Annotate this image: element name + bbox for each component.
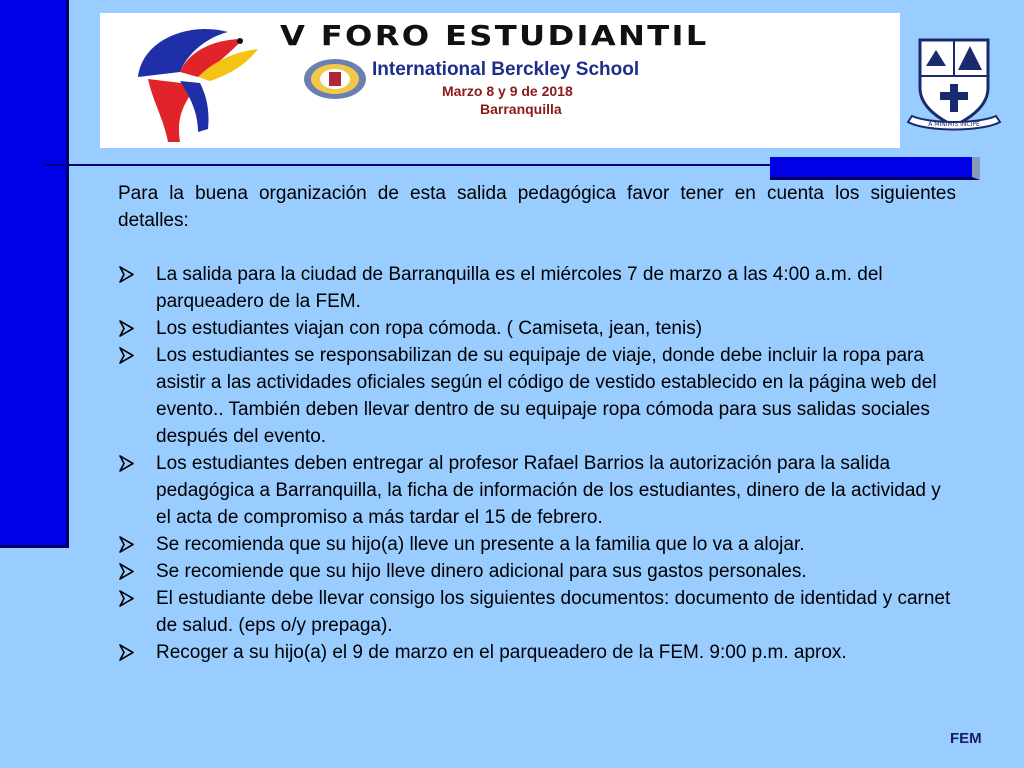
banner-school-name: International Berckley School bbox=[372, 59, 640, 80]
list-item bbox=[118, 342, 956, 450]
school-crest-icon bbox=[906, 36, 1002, 136]
arrow-bullet-icon bbox=[118, 644, 135, 661]
intro-paragraph: Para la buena organización de esta salida pedagógica favor tener en cuenta los siguientes detalles: bbox=[118, 183, 956, 231]
list-item-text: Se recomienda que su hijo(a) lleve un presente a la familia que lo va a alojar. bbox=[156, 534, 805, 555]
list-item bbox=[118, 450, 956, 531]
arrow-bullet-icon bbox=[118, 536, 135, 553]
list-item bbox=[118, 585, 956, 639]
arrow-bullet-icon bbox=[118, 590, 135, 607]
list-item bbox=[118, 531, 956, 558]
divider-accent-box bbox=[770, 157, 980, 180]
list-item-text: Recoger a su hijo(a) el 9 de marzo en el parqueadero de la FEM. 9:00 p.m. aprox. bbox=[156, 642, 847, 663]
list-item bbox=[118, 261, 956, 315]
left-accent-bar bbox=[0, 0, 69, 548]
divider-line bbox=[44, 164, 774, 166]
arrow-bullet-icon bbox=[118, 347, 135, 364]
arrow-bullet-icon bbox=[118, 320, 135, 337]
list-item-text: Los estudiantes deben entregar al profesor Rafael Barrios la autorización para la salida pedagógica a Barranquilla, la ficha de información de los estudiantes, dinero de la actividad y el acta de compromiso a más tardar el 15 de febrero. bbox=[156, 453, 941, 528]
arrow-bullet-icon bbox=[118, 266, 135, 283]
list-item-text: Se recomiende que su hijo lleve dinero adicional para sus gastos personales. bbox=[156, 561, 807, 582]
arrow-bullet-icon bbox=[118, 563, 135, 580]
list-item-text: Los estudiantes se responsabilizan de su equipaje de viaje, donde debe incluir la ropa para asistir a las actividades oficiales según el código de vestido establecido en la página web del evento.. También deben llevar dentro de su equipaje ropa cómoda para sus salidas sociales después del evento. bbox=[156, 345, 937, 447]
list-item-text: Los estudiantes viajan con ropa cómoda. ( Camiseta, jean, tenis) bbox=[156, 318, 703, 339]
footer-label: FEM bbox=[950, 730, 982, 747]
banner-city: Barranquilla bbox=[480, 101, 562, 117]
banner-title: V FORO ESTUDIANTIL bbox=[280, 19, 709, 52]
crest-motto: A MINIMIS INCIPE bbox=[928, 121, 980, 128]
event-banner bbox=[100, 13, 900, 148]
list-item-text: El estudiante debe llevar consigo los siguientes documentos: documento de identidad y carnet de salud. (eps o/y prepaga). bbox=[156, 588, 951, 636]
list-item bbox=[118, 639, 956, 666]
banner-dates: Marzo 8 y 9 de 2018 bbox=[442, 83, 573, 99]
arrow-bullet-icon bbox=[118, 455, 135, 472]
main-content bbox=[118, 180, 956, 666]
details-list bbox=[118, 261, 956, 666]
school-seal-icon bbox=[302, 57, 368, 101]
list-item-text: La salida para la ciudad de Barranquilla es el miércoles 7 de marzo a las 4:00 a.m. del parqueadero de la FEM. bbox=[156, 264, 883, 312]
parrot-logo-icon bbox=[118, 17, 268, 145]
list-item bbox=[118, 558, 956, 585]
list-item bbox=[118, 315, 956, 342]
